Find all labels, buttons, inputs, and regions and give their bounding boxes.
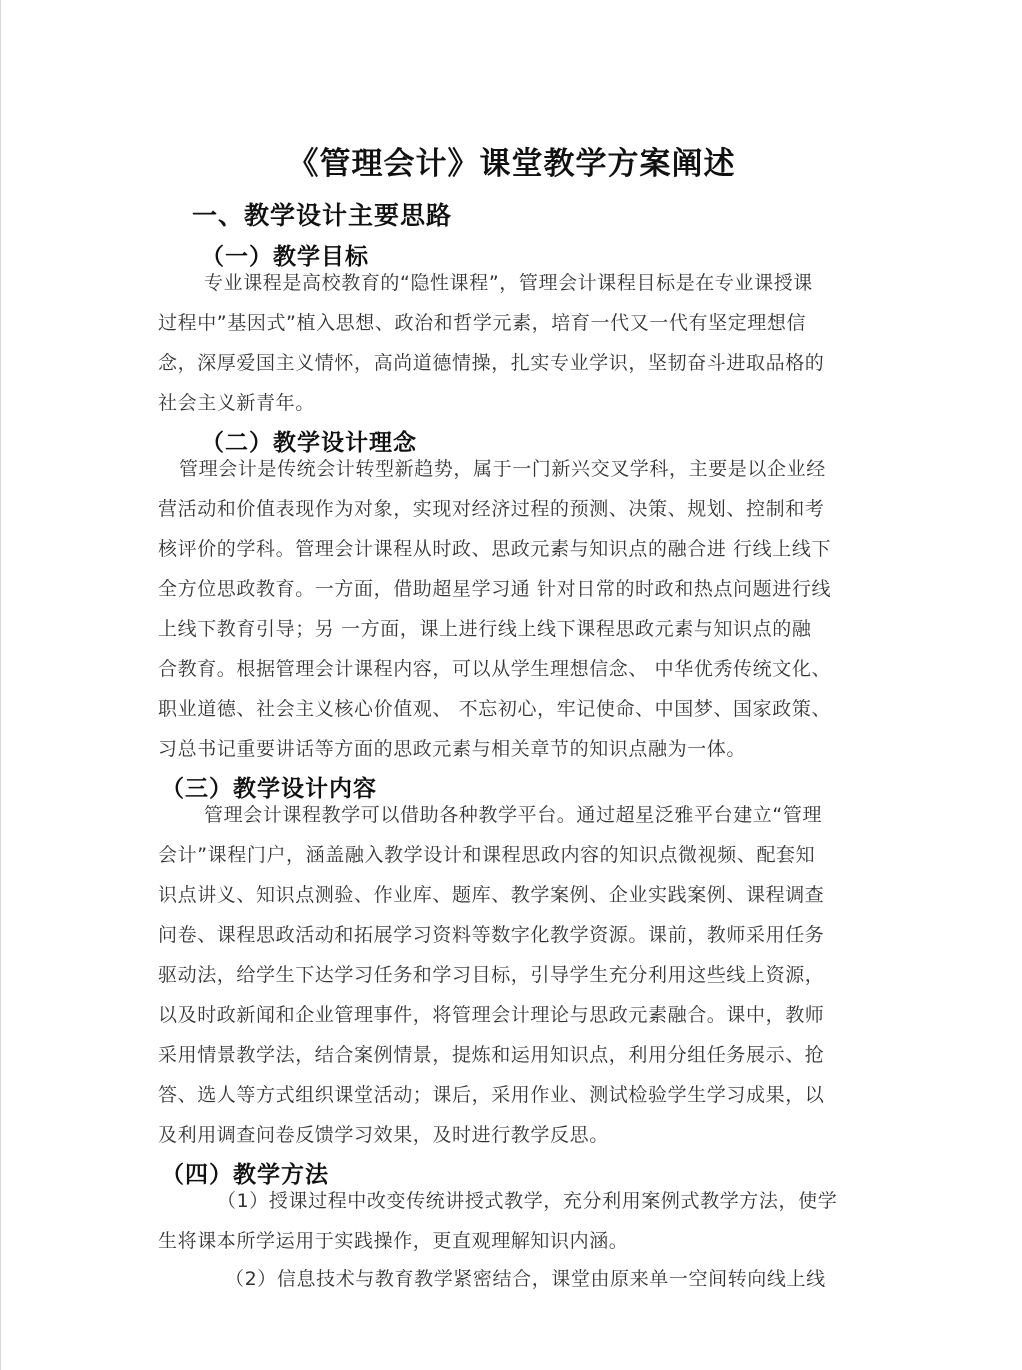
paragraph-line: 上线下教育引导；另 一方面，课上进行线上线下课程思政元素与知识点的融	[158, 618, 812, 640]
paragraph-line: 合教育。根据管理会计课程内容，可以从学生理想信念、 中华优秀传统文化、	[158, 658, 832, 680]
paragraph-line: 识点讲义、知识点测验、作业库、题库、教学案例、企业实践案例、课程调查	[158, 884, 825, 906]
paragraph-line: 管理会计课程教学可以借助各种教学平台。通过超星泛雅平台建立“管理	[204, 804, 823, 826]
paragraph-line: 采用情景教学法，结合案例情景，提炼和运用知识点，利用分组任务展示、抢	[158, 1044, 825, 1066]
paragraph-line: 专业课程是高校教育的“隐性课程”，管理会计课程目标是在专业课授课	[204, 272, 813, 294]
subsection-heading-methods: （四）教学方法	[161, 1162, 329, 1188]
paragraph-line: 核评价的学科。管理会计课程从时政、思政元素与知识点的融合进 行线上线下	[158, 538, 832, 560]
subsection-heading-philosophy: （二）教学设计理念	[201, 430, 417, 456]
paragraph-line: 管理会计是传统会计转型新趋势，属于一门新兴交叉学科，主要是以企业经	[179, 458, 826, 480]
paragraph-line: 营活动和价值表现作为对象，实现对经济过程的预测、决策、规划、控制和考	[158, 498, 825, 520]
paragraph-line: 念，深厚爱国主义情怀，高尚道德情操，扎实专业学识，坚韧奋斗进取品格的	[158, 352, 825, 374]
paragraph-line: 生将课本所学运用于实践操作，更直观理解知识内涵。	[158, 1230, 629, 1252]
paragraph-line: 驱动法，给学生下达学习任务和学习目标，引导学生充分利用这些线上资源，	[158, 964, 825, 986]
paragraph-line: 社会主义新青年。	[158, 392, 315, 414]
paragraph-line: 会计”课程门户，涵盖融入教学设计和课程思政内容的知识点微视频、配套知	[158, 844, 816, 866]
paragraph-line: 习总书记重要讲话等方面的思政元素与相关章节的知识点融为一体。	[158, 738, 747, 760]
paragraph-line: 全方位思政教育。一方面，借助超星学习通 针对日常的时政和热点问题进行线	[158, 578, 832, 600]
paragraph-line: 及利用调查问卷反馈学习效果，及时进行教学反思。	[158, 1124, 609, 1146]
paragraph-line: 过程中”基因式”植入思想、政治和哲学元素，培育一代又一代有坚定理想信	[158, 312, 807, 334]
document-title: 《管理会计》课堂教学方案阐述	[287, 146, 736, 182]
subsection-heading-goals: （一）教学目标	[201, 244, 369, 270]
paragraph-line: （1）授课过程中改变传统讲授式教学，充分利用案例式教学方法，使学	[217, 1190, 838, 1212]
paragraph-line: 职业道德、社会主义核心价值观、 不忘初心，牢记使命、中国梦、国家政策、	[158, 698, 832, 720]
paragraph-line: 答、选人等方式组织课堂活动；课后，采用作业、测试检验学生学习成果，以	[158, 1084, 825, 1106]
paragraph-line: 问卷、课程思政活动和拓展学习资料等数字化教学资源。课前，教师采用任务	[158, 924, 825, 946]
paragraph-line: 以及时政新闻和企业管理事件，将管理会计理论与思政元素融合。课中，教师	[158, 1004, 825, 1026]
paragraph-line: （2）信息技术与教育教学紧密结合，课堂由原来单一空间转向线上线	[225, 1268, 826, 1290]
subsection-heading-content: （三）教学设计内容	[161, 776, 377, 802]
section-heading-1: 一、教学设计主要思路	[192, 201, 453, 230]
